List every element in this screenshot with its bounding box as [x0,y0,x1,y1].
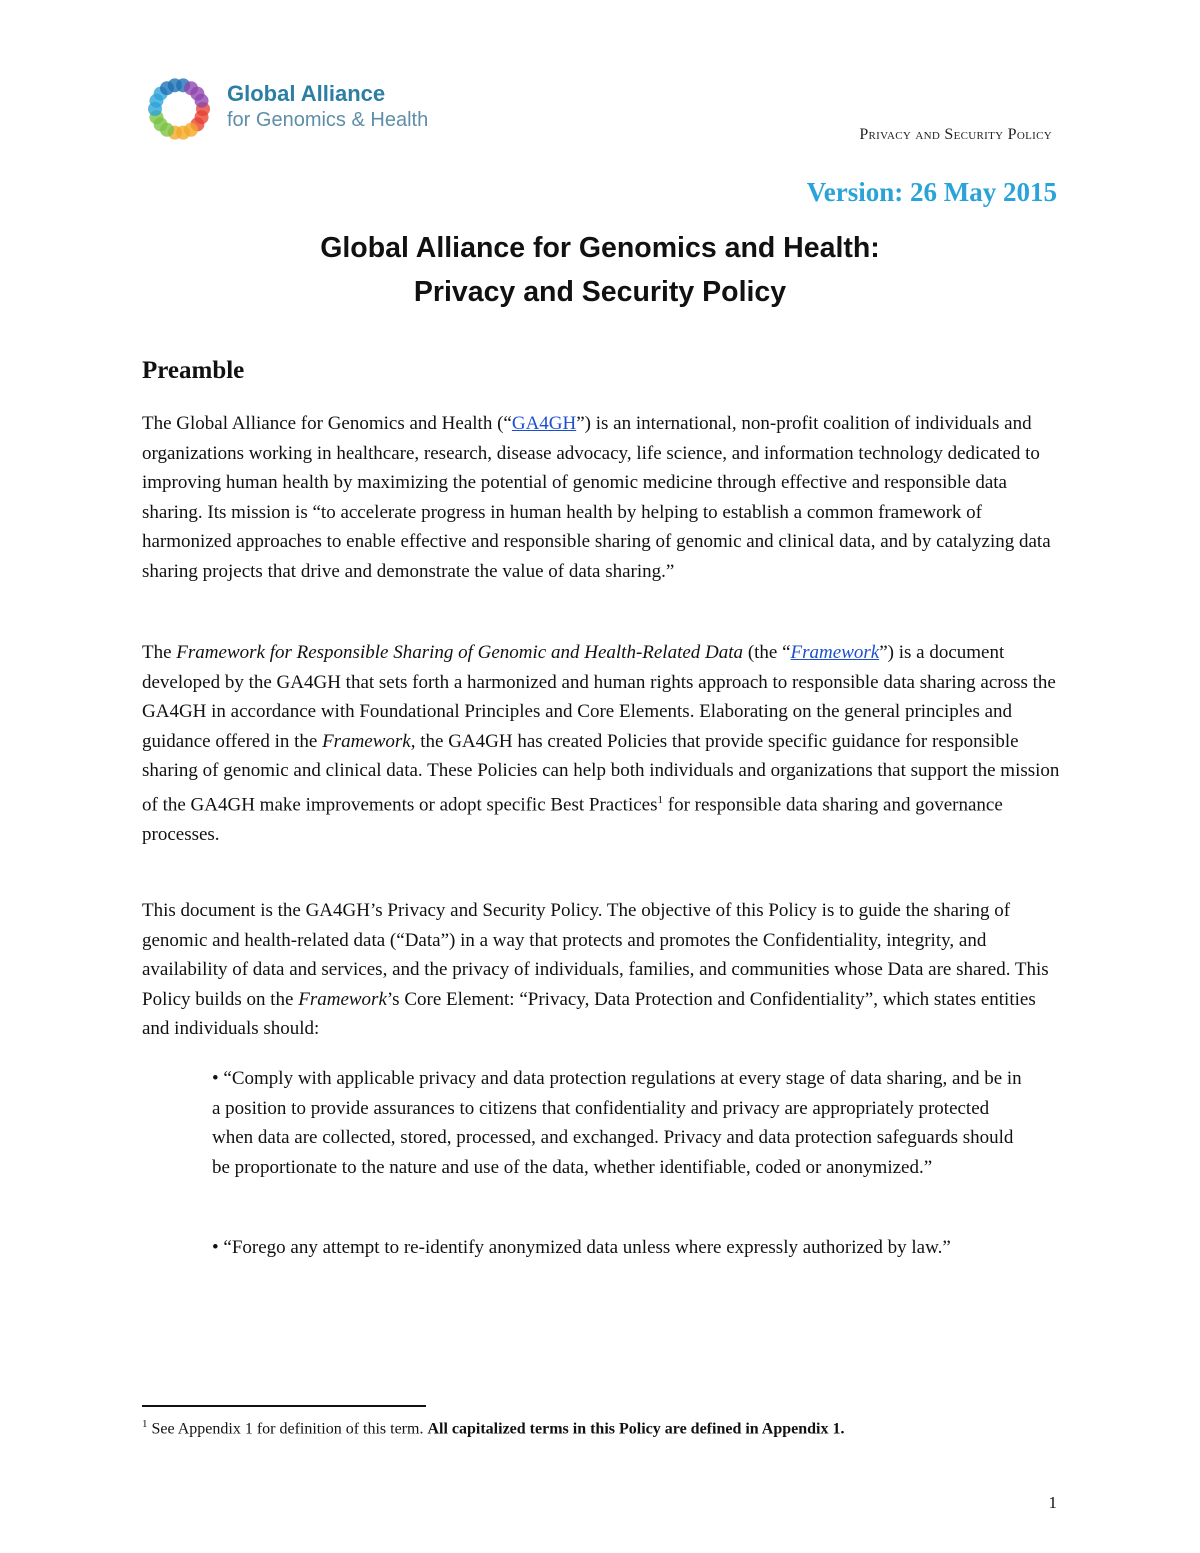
document-title-line-2: Privacy and Security Policy [413,276,787,308]
bullet-item: • “Forego any attempt to re-identify anonymized data unless where expressly authorized by law.” [212,1237,951,1258]
logo-ring-dot [195,94,209,108]
preamble-paragraph-2 [142,638,1062,849]
footnote-divider [142,1405,426,1407]
footnote-reference[interactable]: 1 [657,793,663,806]
preamble-heading: Preamble [142,357,245,384]
text-span: (the “ [743,642,791,663]
framework-link-text: Framework [790,642,880,663]
version-label: Version: 26 May 2015 [806,177,1057,207]
logo-line-1: Global Alliance [227,81,386,106]
text-span: The Global Alliance for Genomics and Health (“ [142,413,512,434]
bullet-item: • “Comply with applicable privacy and data protection regulations at every stage of data sharing, and be in a position to provide assurances to citizens that confidentiality and privacy are appropriately protected when data are collected, stored, processed, and exchanged. Privacy and data protection safeguards should be proportionate to the nature and use of the data, whether identifiable, coded or anonymized.” [212,1068,1022,1178]
text-span: The [142,642,177,663]
ga4gh-link[interactable]: GA4GH [511,413,577,434]
text-span: ’s Core Element: “Privacy, Data Protection and Confidentiality”, which states entities and individuals should: [142,988,1036,1040]
text-span: for responsible data sharing and governance processes. [142,794,1003,845]
footnote-text: See Appendix 1 for definition of this term. [147,1420,428,1438]
framework-title-italic: Framework for Responsible Sharing of Genomic and Health-Related Data [176,642,744,663]
page-number: 1 [1048,1493,1057,1512]
footnote-bold-text: All capitalized terms in this Policy are defined in Appendix 1. [427,1420,845,1438]
running-header: Privacy and Security Policy [859,126,1052,143]
text-span: ”) is an international, non-profit coalition of individuals and organizations working in healthcare, research, disease advocacy, life science, and information technology dedicated to improving human health by maximizing the potential of genomic medicine through effective and responsible data sharing. Its mission is “to accelerate progress in human health by helping to establish a common framework of harmonized approaches to enable effective and responsible sharing of genomic and clinical data, and by catalyzing data sharing projects that drive and demonstrate the value of data sharing.” [142,413,1051,582]
framework-link[interactable] [791,642,880,663]
framework-italic: Framework [298,988,387,1010]
text-span: This document is the GA4GH’s Privacy and Security Policy. The objective of this Policy is to guide the sharing of genomic and health-related data (“Data”) in a way that protects and promotes the Confidentiality, integrity, and availability of data and services, and the privacy of individuals, families, and communities whose Data are shared. This Policy builds on the [142,900,1049,1010]
preamble-paragraph-1 [142,409,1062,587]
ga4gh-logo [143,73,463,143]
text-span: , the GA4GH has created Policies that provide specific guidance for responsible sharing of genomic and clinical data. These Policies can help both individuals and organizations that support the mission of the GA4GH make improvements or adopt specific Best Practices [142,730,1060,816]
text-span: ”) is a document developed by the GA4GH that sets forth a harmonized and human rights approach to responsible data sharing across the GA4GH in accordance with Foundational Principles and Core Elements. Elaborating on the general principles and guidance offered in the [142,642,1056,752]
footnote-marker: 1 [142,1418,148,1430]
framework-italic: Framework [322,730,411,752]
preamble-paragraph-3 [142,896,1062,1044]
logo-line-2: for Genomics & Health [227,109,429,131]
logo-wordmark [227,81,428,133]
ga4gh-logo-mark-icon [143,73,215,145]
footnote [142,1418,845,1438]
document-title-line-1: Global Alliance for Genomics and Health: [320,232,880,264]
